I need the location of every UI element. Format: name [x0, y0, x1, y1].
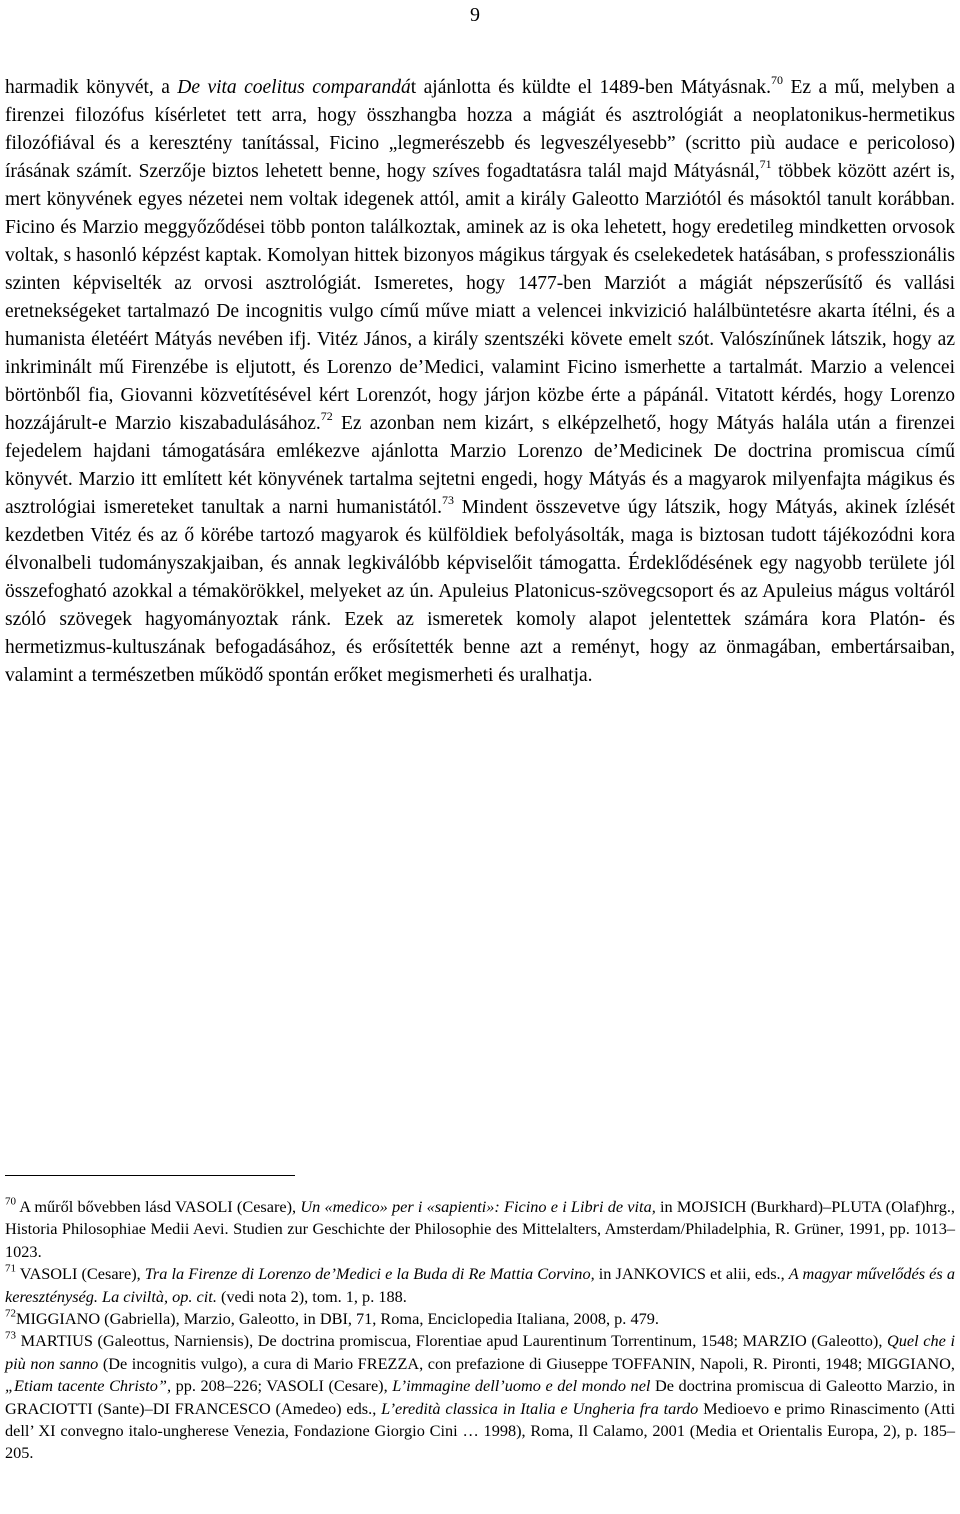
footnote-71: $^{71}$ VASOLI (Cesare), Tra la Firenze di Lorenzo de’Medici e la Buda di Re Mattia Corvino, in JANKOVICS et alii, eds., A magyar művelődés és a kereszténység. La civiltà, op. cit. (vedi nota 2), tom. 1, p. 188.	[5, 1262, 955, 1306]
page-number: 9	[470, 4, 480, 26]
footnote-ref-70[interactable]: 70	[771, 73, 784, 87]
footnote-ref-71[interactable]: 71	[759, 157, 772, 171]
book-title: De vita coelitus comparandá	[177, 77, 411, 98]
footnote-70: $^{70}$ A műről bővebben lásd VASOLI (Cesare), Un «medico» per i «sapienti»: Ficino e i Libri de vita, in MOJSICH (Burkhard)–PLUTA (Olaf)hrg., Historia Philosophiae Medii Aevi. Studien zur Geschichte der Philosophie des Mittelalters, Amsterdam/Philadelphia, R. Grüner, 1991, pp. 1013–1023.	[5, 1195, 955, 1261]
footnote-72: $^{72}$MIGGIANO (Gabriella), Marzio, Galeotto, in DBI, 71, Roma, Enciclopedia Italiana, 2008, p. 479.	[5, 1307, 659, 1329]
footnote-ref-72[interactable]: 72	[320, 409, 333, 423]
main-text	[5, 74, 955, 690]
footnote-number: 70	[5, 1195, 16, 1208]
footnote-ref-73[interactable]: 73	[441, 493, 454, 507]
footnote-number: 73	[5, 1329, 16, 1342]
footnote-separator	[5, 1175, 295, 1176]
footnote-73: $^{73}$ MARTIUS (Galeottus, Narniensis), De doctrina promiscua, Florentiae apud Laurentinum Torrentinum, 1548; MARZIO (Galeotto), Quel che i più non sanno (De incognitis vulgo), a cura di Mario FREZZA, con prefazione di Giuseppe TOFFANIN, Napoli, R. Pironti, 1948; MIGGIANO, „Etiam tacente Christo”, pp. 208–226; VASOLI (Cesare), L’immagine dell’uomo e del mondo nel De doctrina promiscua di Galeotto Marzio, in GRACIOTTI (Sante)–DI FRANCESCO (Amedeo) eds., L’eredità classica in Italia e Ungheria fra tardo Medioevo e primo Rinascimento (Atti dell’ XI convegno italo-ungherese Venezia, Fondazione Giorgio Cini … 1998), Roma, Il Calamo, 2001 (Media et Orientalis Europa, 2), p. 185–205.	[5, 1329, 956, 1463]
footnotes	[5, 1196, 955, 1465]
body-paragraph: harmadik könyvét, a De vita coelitus comparandát ajánlotta és küldte el 1489-ben Mátyásnak.$^{70}$ Ez a mű, melyben a firenzei filozófus kísérletet tett arra, hogy összhangba hozza a mágiát és asztrológiát a neoplatonikus-hermetikus filozófiával és a keresztény tanítással, Ficino „legmerészebb és legveszélyesebb” (scritto più audace e pericoloso) írásának számít. Szerzője biztos lehetett benne, hogy szíves fogadtatásra talál majd Mátyásnál,$^{71}$ többek között azért is, mert könyvének egyes nézetei nem voltak idegenek attól, amit a király Galeotto Marziótól és másoktól tanult korábban. Ficino és Marzio meggyőződései több ponton találkoztak, aminek az is oka lehetett, hogy eredetileg mindketten orvosok voltak, s hasonló képzést kaptak. Komolyan hittek bizonyos mágikus tárgyak és cselekedetek hatásában, s professzionális szinten képviselték az orvosi asztrológiát. Ismeretes, hogy 1477-ben Marziót a mágiát népszerűsítő és vallási eretnekségeket tartalmazó De incognitis vulgo című műve miatt a velencei inkvizició halálbüntetésre akarta ítélni, és a humanista életéért Mátyás nevében ifj. Vitéz János, a király szentszéki követe emelt szót. Valószínűnek látszik, hogy az inkriminált mű Firenzébe is eljutott, és Lorenzo de’Medici, valamint Ficino ismerhette a tartalmát. Marzio a velencei börtönből fia, Giovanni közvetítésével kért Lorenzót, hogy járjon közbe érte a pápánál. Vitatott kérdés, hogy Lorenzo hozzájárult-e Marzio kiszabadulásához.$^{72}$ Ez azonban nem kizárt, s elképzelhető, hogy Mátyás halála után a firenzei fejedelem hajdani támogatására emlékezve ajánlotta Marzio Lorenzo de’Medicinek De doctrina promiscua című könyvét. Marzio itt említett két könyvének tartalma sejtetni engedi, hogy Mátyás és a magyarok milyenfajta mágikus és asztrológiai ismereteket tanultak a narni humanistától.$^{73}$ Mindent összevetve úgy látszik, hogy Mátyás, akinek ízlését kezdetben Vitéz és az ő körébe tartozó magyarok és külföldiek befolyásolták, maga is biztosan tudott tájékozódni kora élvonalbeli tudományszakjaiban, és annak legkiválóbb képviselőit támogatta. Érdeklődésének egy nagyobb területe jól összefogható azokkal a témakörökkel, melyeket az ún. Apuleius Platonicus-szövegcsoport és az Apuleius mágus voltáról szóló szövegek hagyományoztak ránk. Ezek az ismeretek komoly alapot jelentettek számára kora Platón- és hermetizmus-kultuszának befogadásához, és erősítették benne azt a reményt, hogy az önmagában, embertársaiban, valamint a természetben működő spontán erőket megismerheti és uralhatja.	[5, 73, 955, 686]
footnote-number: 72	[5, 1307, 16, 1320]
footnote-number: 71	[5, 1262, 16, 1275]
